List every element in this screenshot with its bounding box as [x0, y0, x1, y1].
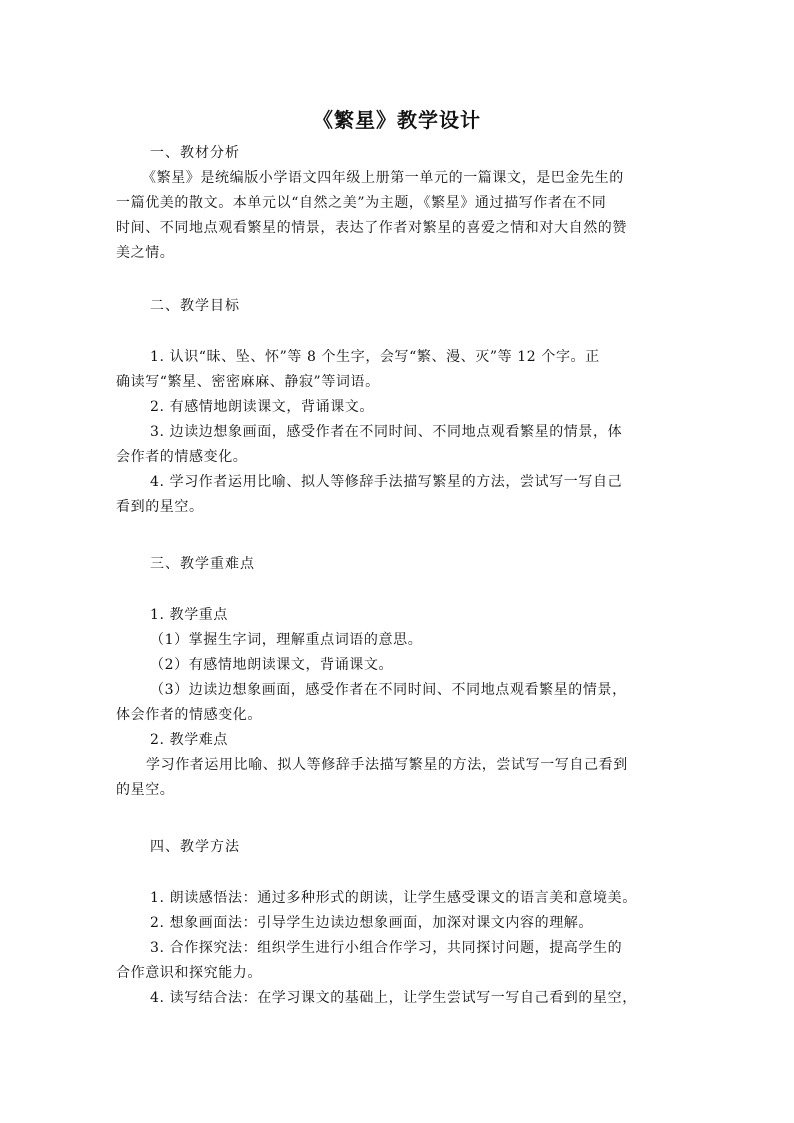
document-title: 《繁星》教学设计	[313, 108, 481, 132]
paragraph-line: 的星空。	[116, 782, 175, 798]
paragraph-line: 合作意识和探究能力。	[116, 965, 262, 981]
paragraph-line: 一篇优美的散文。本单元以“自然之美”为主题，《繁星》通过描写作者在不同	[116, 195, 607, 211]
paragraph-line: 3. 边读边想象画面，感受作者在不同时间、不同地点观看繁星的情景，体	[150, 424, 623, 440]
paragraph-line: 《繁星》是统编版小学语文四年级上册第一单元的一篇课文，是巴金先生的	[142, 170, 624, 186]
paragraph-line: 4. 读写结合法：在学习课文的基础上，让学生尝试写一写自己看到的星空，	[150, 990, 637, 1006]
paragraph-line: （1）掌握生字词，理解重点词语的意思。	[150, 632, 423, 648]
paragraph-line: 2. 有感情地朗读课文，背诵课文。	[150, 399, 375, 415]
paragraph-line: 时间、不同地点观看繁星的情景，表达了作者对繁星的喜爱之情和对大自然的赞	[116, 220, 627, 236]
paragraph-line: 2. 教学难点	[150, 732, 229, 748]
section-heading-4: 四、教学方法	[150, 839, 240, 855]
paragraph-line: 看到的星空。	[116, 499, 204, 515]
paragraph-line: 1. 朗读感悟法：通过多种形式的朗读，让学生感受课文的语言美和意境美。	[150, 890, 637, 906]
paragraph-line: 学习作者运用比喻、拟人等修辞手法描写繁星的方法，尝试写一写自己看到	[146, 757, 628, 773]
paragraph-line: 2. 想象画面法：引导学生边读边想象画面，加深对课文内容的理解。	[150, 915, 594, 931]
paragraph-line: （3）边读边想象画面，感受作者在不同时间、不同地点观看繁星的情景，	[150, 682, 627, 698]
paragraph-line: （2）有感情地朗读课文，背诵课文。	[150, 657, 394, 673]
paragraph-line: 体会作者的情感变化。	[116, 707, 262, 723]
paragraph-line: 1. 教学重点	[150, 607, 229, 623]
section-heading-2: 二、教学目标	[150, 298, 240, 314]
paragraph-line: 4. 学习作者运用比喻、拟人等修辞手法描写繁星的方法，尝试写一写自己	[150, 474, 623, 490]
paragraph-line: 美之情。	[116, 245, 175, 261]
paragraph-line: 会作者的情感变化。	[116, 449, 248, 465]
section-heading-3: 三、教学重难点	[150, 556, 255, 572]
paragraph-line: 确读写“繁星、密密麻麻、静寂”等词语。	[116, 374, 380, 390]
paragraph-line: 3. 合作探究法：组织学生进行小组合作学习，共同探讨问题，提高学生的	[150, 940, 623, 956]
paragraph-line: 1. 认识“昧、坠、怀”等 8 个生字，会写“繁、漫、灭”等 12 个字。正	[150, 349, 600, 365]
section-heading-1: 一、教材分析	[150, 145, 240, 161]
